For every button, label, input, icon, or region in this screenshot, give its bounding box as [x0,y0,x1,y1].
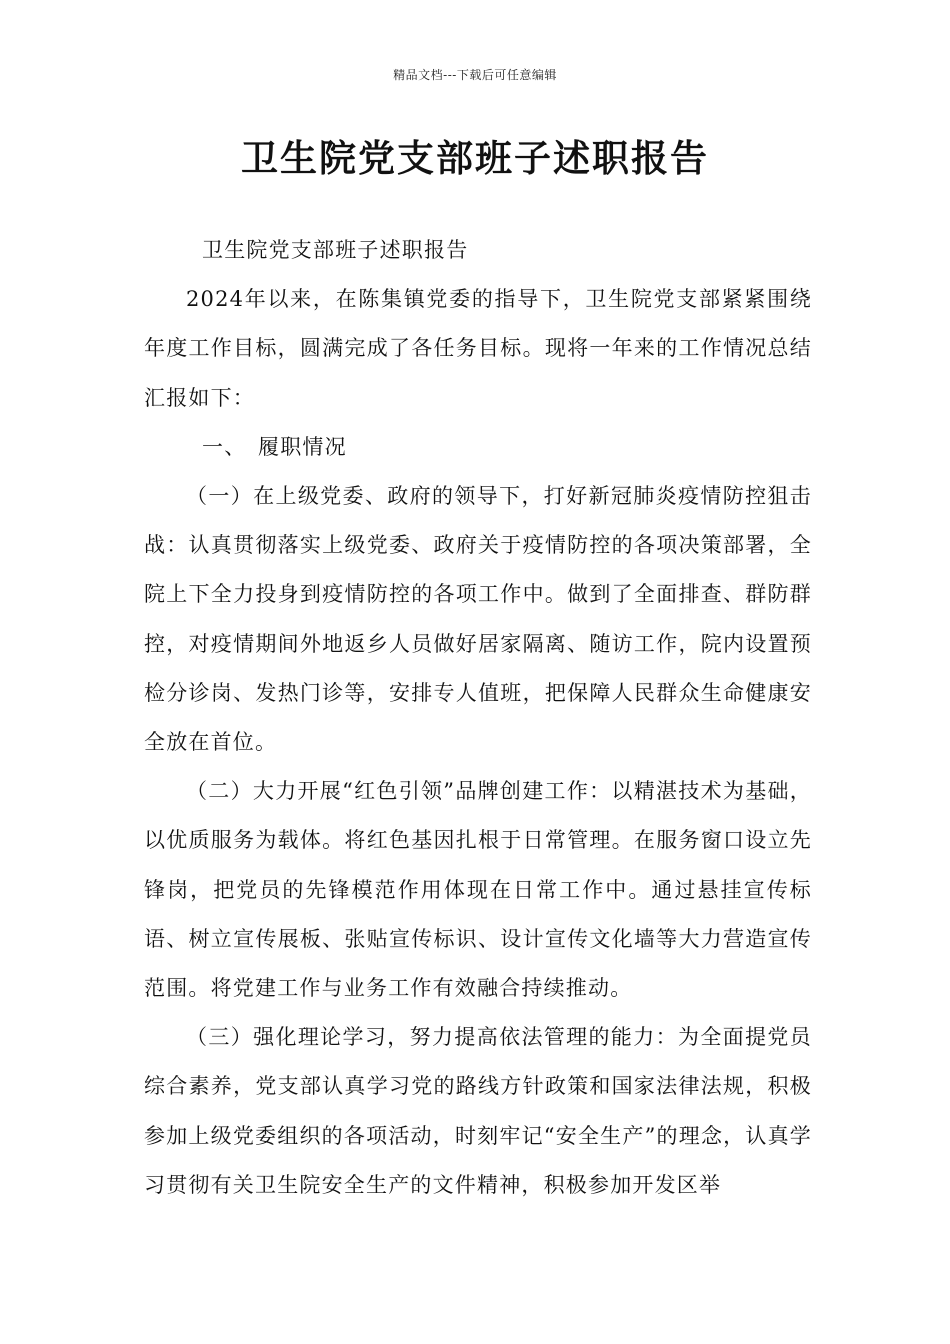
header-note: 精品文档---下载后可任意编辑 [393,68,557,82]
document-subtitle: 卫生院党支部班子述职报告 [202,238,469,262]
body-paragraph-3: （三）强化理论学习，努力提高依法管理的能力：为全面提党员综合素养，党支部认真学习党的路线方针政策和国家法律法规，积极参加上级党委组织的各项活动，时刻牢记“安全生产”的理念，认真学习贯彻有关卫生院安全生产的文件精神，积极参加开发区举 [144,1025,812,1197]
intro-paragraph: 2024年以来，在陈集镇党委的指导下，卫生院党支部紧紧围绕年度工作目标，圆满完成了各任务目标。现将一年来的工作情况总结汇报如下： [144,287,812,410]
document-body [144,226,812,1210]
section-heading [144,423,812,472]
body-paragraph-1: （一）在上级党委、政府的领导下，打好新冠肺炎疫情防控狙击战：认真贯彻落实上级党委、政府关于疫情防控的各项决策部署，全院上下全力投身到疫情防控的各项工作中。做到了全面排查、群防群控，对疫情期间外地返乡人员做好居家隔离、随访工作，院内设置预检分诊岗、发热门诊等，安排专人值班，把保障人民群众生命健康安全放在首位。 [144,484,812,755]
section-heading-text: 履职情况 [258,434,347,459]
document-title: 卫生院党支部班子述职报告 [241,137,709,180]
body-paragraph-2: （二）大力开展“红色引领”品牌创建工作：以精湛技术为基础，以优质服务为载体。将红色基因扎根于日常管理。在服务窗口设立先锋岗，把党员的先锋模范作用体现在日常工作中。通过悬挂宣传标语、树立宣传展板、张贴宣传标识、设计宣传文化墙等大力营造宣传范围。将党建工作与业务工作有效融合持续推动。 [144,779,812,1001]
section-number: 一、 [202,434,247,459]
